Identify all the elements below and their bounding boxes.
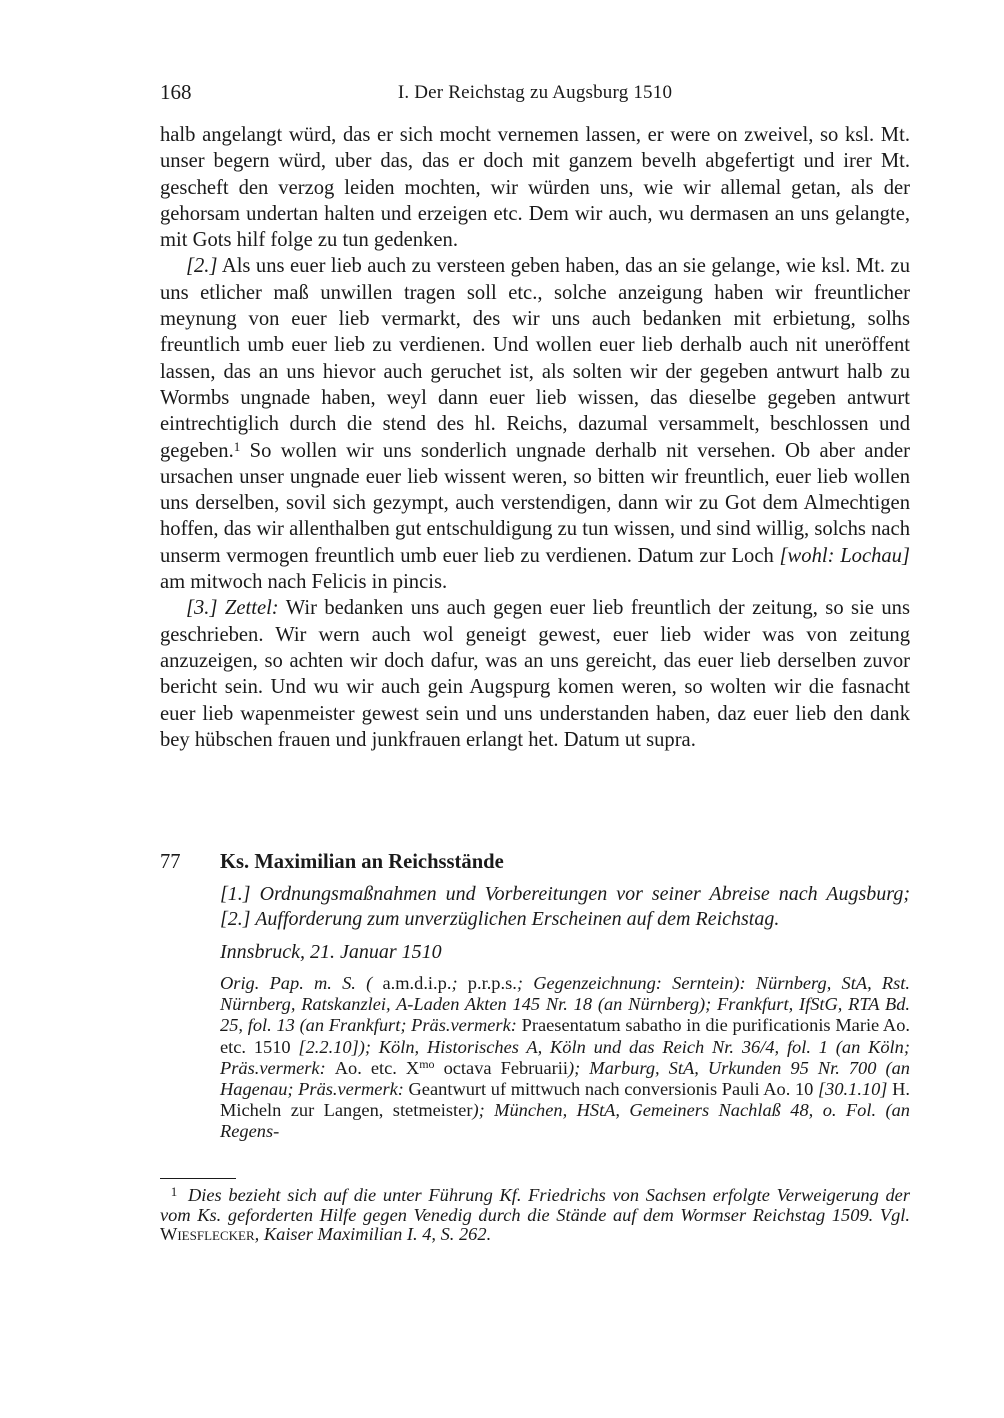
quoted-source-text: octava Februarii <box>434 1057 569 1078</box>
document-details <box>220 882 910 1143</box>
superscript-text: mo <box>419 1056 435 1071</box>
footnotes <box>160 1186 910 1245</box>
document-summary: [1.] Ordnungsmaßnahmen und Vorbereitungen vor seiner Abreise nach Augsburg; [2.] Aufforderung zum unverzüglichen Erscheinen auf dem Reichstag. <box>220 883 910 930</box>
paragraph-marker: [2.] <box>186 255 218 278</box>
source-text: [30.1.10] <box>813 1079 893 1100</box>
quoted-source-text: Geantwurt uf mittwuch nach conversionis Pauli Ao. 10 <box>408 1079 814 1100</box>
footnote-reference[interactable]: 1 <box>233 438 241 454</box>
document-entry <box>160 851 910 1143</box>
running-title: I. Der Reichstag zu Augsburg 1510 <box>397 82 673 103</box>
quoted-source-text: H. Micheln zur Langen, stetmeister <box>220 1079 910 1121</box>
footnote-text: Dies bezieht sich auf die unter Führung Kf. Friedrichs von Sachsen erfolgte Verweigerung der vom Ks. geforderten Hilfe gegen Venedig durch die Stände auf dem Wormser Reichstag 1509. Vgl. <box>160 1185 910 1225</box>
source-text: ; Gegenzeichnung: Serntein): Nürnberg, StA, Rst. Nürnberg, Ratskanzlei, A-Laden Akten 145 Nr. 18 (an Nürnberg); Frankfurt, IfStG, RTA Bd. 25, fol. 13 (an Frankfurt; Präs.vermerk: <box>220 973 910 1036</box>
document-dateline: Innsbruck, 21. Januar 1510 <box>220 941 442 963</box>
footnote: 1 Dies bezieht sich auf die unter Führung Kf. Friedrichs von Sachsen erfolgte Verweigerung der vom Ks. geforderten Hilfe gegen Venedig durch die Stände auf dem Wormser Reichstag 1509. Vgl. Wiesflecker, Kaiser Maximilian I. 4, S. 262. <box>160 1184 910 1244</box>
paragraph-text: Wir bedanken uns auch gegen euer lieb freuntlich der zeitung, so sie uns geschrieben. Wir wern auch wol geneigt gewest, euer lieb wider was von zeitung anzuzeigen, so achten wir doch dafur, was an uns gereicht, das euer lieb derselben zuvor bericht sein. Und wu wir auch gein Augspurg komen weren, so wolten wir die fasnacht euer lieb wapenmeister gewest sein und uns understanden haben, daz euer lieb den dank bey hübschen frauen und junkfrauen erlangt het. Datum ut supra. <box>160 597 910 751</box>
body-text <box>160 122 910 753</box>
source-text: ); Marburg, StA, Urkunden 95 Nr. 700 (an Hagenau; Präs.vermerk: <box>220 1057 910 1100</box>
paragraph-2 <box>160 253 910 595</box>
page-number: 168 <box>160 80 192 104</box>
source-text: [2.2.10]); Köln, Historisches A, Köln und das Reich Nr. 36/4, fol. 1 (an Köln; Präs.vermerk: <box>220 1036 910 1078</box>
paragraph-3 <box>160 595 910 753</box>
paragraph-text: So wollen wir uns sonderlich ungnade derhalb nit versehen. Ob aber ander ursachen unser ungnade euer lieb wissent weren, so bitten wir freuntlich, euer lieb wollen uns derselben, sovil sich gezympt, auch verstendigen, dann wir zu Got dem Almechtigen hoffen, das wir allenthalben gut entschuldigung zu tun wissen, und sind willig, solchs nach unserm vermogen freuntlich umb euer lieb zu verdienen. Datum zur Loch <box>160 439 910 567</box>
paragraph-continuation: halb angelangt würd, das er sich mocht vernemen lassen, er were on zweivel, so ksl. Mt. unser begern würd, uber das, das er doch mit ganzem bevelh abgefertigt und irer Mt. gescheft den verzog leiden mochten, wir würden uns, wie wir allemal getan, als der gehorsam undertan halten und erzeigen etc. Dem wir auch, wu dermasen an uns gelangte, mit Gots hilf folge zu tun gedenken. <box>160 124 910 252</box>
footnote-text: , Kaiser Maximilian I. 4, S. 262. <box>254 1224 492 1244</box>
quoted-source-text: Ao. etc. X <box>334 1057 420 1078</box>
document-number: 77 <box>160 851 181 873</box>
paragraph-marker: [3.] Zettel: <box>186 597 279 620</box>
paragraph-text: am mitwoch nach Felicis in pincis. <box>160 571 448 594</box>
document-heading <box>160 851 910 874</box>
page-header <box>160 80 910 108</box>
footnote-separator <box>160 1178 236 1179</box>
paragraph-text: Als uns euer lieb auch zu versteen geben haben, das an sie gelange, wie ksl. Mt. zu uns etlicher maß unwillen tragen soll etc., solche anzeigung haben wir freuntlicher meynung von euer lieb vermarkt, des wir uns auch bedanken mit erbietung, solhs freuntlich umb euer lieb zu verdienen. Und wollen euer lieb derhalb auch nit uneröffent lassen, das an uns hievor auch geruchet ist, als solten wir der gegeben antwurt halb zu Wormbs ungnade haben, weyl dann euer lieb wissen, das dieselbe gegeben antwurt eintrechtiglich durch die stend des hl. Reichs, dazumal versammelt, beschlossen und gegeben. <box>160 255 910 462</box>
source-text: ); München, HStA, Gemeiners Nachlaß 48, o. Fol. (an Regens- <box>220 1100 910 1142</box>
source-apparatus <box>220 973 910 1143</box>
editorial-note: [wohl: Lochau] <box>779 544 910 567</box>
quoted-source-text: a.m.d.i.p. <box>372 973 452 993</box>
quoted-source-text: p.r.p.s. <box>467 973 517 993</box>
source-text: Orig. Pap. m. S. ( <box>220 973 373 993</box>
source-text: ; <box>451 973 468 993</box>
document-title: Ks. Maximilian an Reichsstände <box>220 851 504 873</box>
author-name: Wiesflecker <box>160 1224 255 1244</box>
quoted-source-text: Praesentatum sabatho in die purificationis Marie Ao. etc. 1510 <box>220 1015 911 1057</box>
